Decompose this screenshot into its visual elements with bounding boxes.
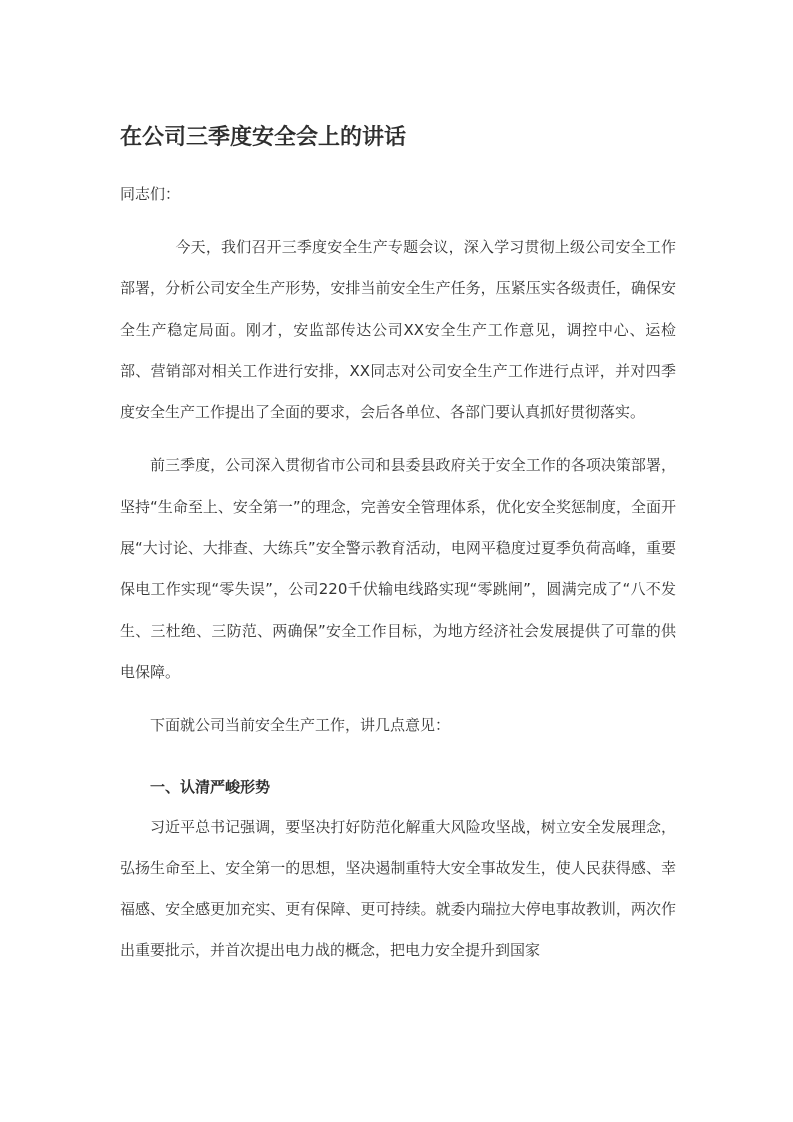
salutation: 同志们：	[120, 185, 181, 203]
paragraph-opening: 今天，我们召开三季度安全生产专题会议，深入学习贯彻上级公司安全工作部署，分析公司安全生产形势，安排当前安全生产任务，压紧压实各级责任，确保安全生产稳定局面。刚才，安监部传达公司XX安全生产工作意见，调控中心、运检部、营销部对相关工作进行安排，XX同志对公司安全生产工作进行点评，并对四季度安全生产工作提出了全面的要求，会后各单位、各部门要认真抓好贯彻落实。	[120, 238, 676, 422]
section-heading: 一、认清严峻形势	[150, 777, 271, 796]
paragraph-intro: 下面就公司当前安全生产工作，讲几点意见：	[150, 716, 451, 735]
document-title: 在公司三季度安全会上的讲话	[120, 125, 407, 150]
paragraph-review: 前三季度，公司深入贯彻省市公司和县委县政府关于安全工作的各项决策部署，坚持“生命至上、安全第一”的理念，完善安全管理体系，优化安全奖惩制度，全面开展“大讨论、大排查、大练兵”安全警示教育活动，电网平稳度过夏季负荷高峰，重要保电工作实现“零失误”，公司220千伏输电线路实现“零跳闸”，圆满完成了“八不发生、三杜绝、三防范、两确保”安全工作目标，为地方经济社会发展提供了可靠的供电保障。	[120, 456, 676, 681]
paragraph-situation: 习近平总书记强调，要坚决打好防范化解重大风险攻坚战，树立安全发展理念，弘扬生命至上、安全第一的思想，坚决遏制重特大安全事故发生，使人民获得感、幸福感、安全感更加充实、更有保障、更可持续。就委内瑞拉大停电事故教训，两次作出重要批示，并首次提出电力战的概念，把电力安全提升到国家	[120, 817, 676, 960]
document-page	[120, 118, 676, 972]
